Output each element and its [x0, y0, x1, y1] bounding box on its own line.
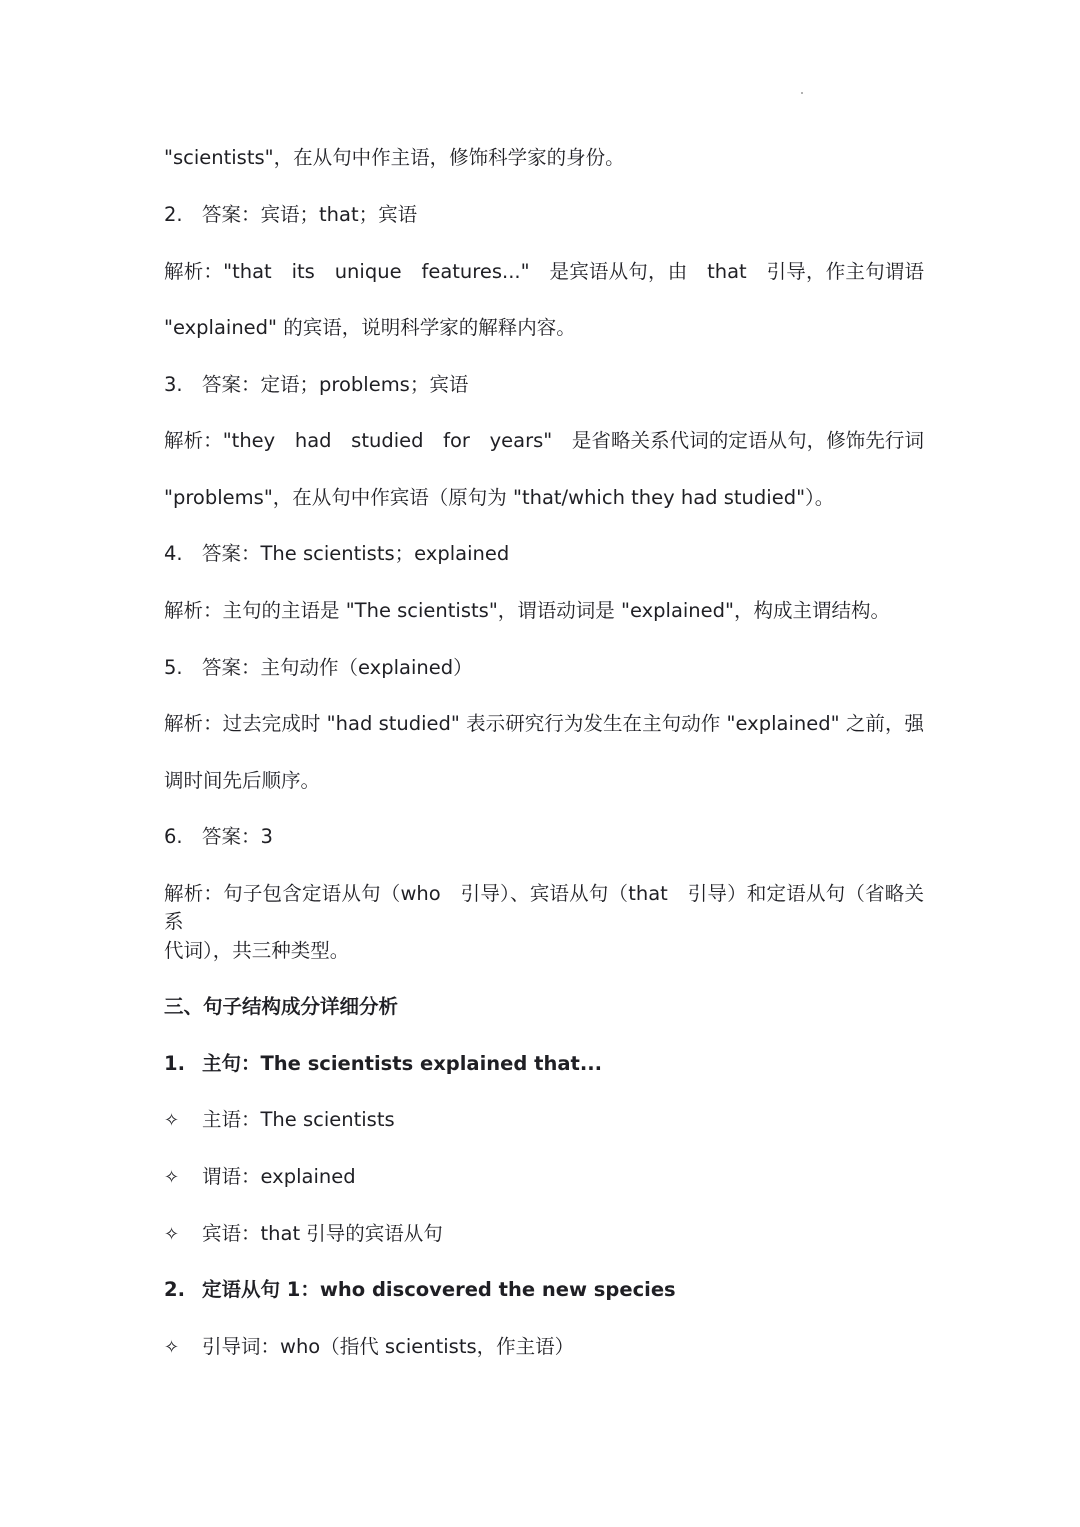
line-text: 代词），共三种类型。 — [164, 939, 350, 962]
answer-line — [164, 540, 924, 568]
analysis-line — [164, 597, 924, 625]
answer-text: 答案：3 — [202, 825, 273, 848]
heading-text: 主句：The scientists explained that... — [202, 1052, 603, 1075]
line-text: "scientists"，在从句中作主语，修饰科学家的身份。 — [164, 146, 625, 169]
paragraph-line — [164, 144, 924, 172]
line-text: 调时间先后顺序。 — [164, 769, 321, 792]
sparkle-bullet-icon: ✧ — [164, 1167, 180, 1188]
bullet-text: 谓语：explained — [202, 1165, 356, 1188]
item-number: 5. — [164, 656, 183, 679]
answer-line — [164, 654, 924, 682]
bullet-text: 主语：The scientists — [202, 1108, 395, 1131]
heading-text: 定语从句 1：who discovered the new species — [202, 1278, 676, 1301]
bullet-text: 引导词：who（指代 scientists，作主语） — [202, 1335, 575, 1358]
item-number: 4. — [164, 542, 183, 565]
analysis-line — [164, 427, 924, 455]
answer-line — [164, 371, 924, 399]
bullet-text: 宾语：that 引导的宾语从句 — [202, 1222, 443, 1245]
subsection-heading — [164, 1276, 924, 1304]
analysis-line — [164, 710, 924, 738]
line-text: "problems"，在从句中作宾语（原句为 "that/which they had studied"）。 — [164, 486, 835, 509]
sparkle-bullet-icon: ✧ — [164, 1224, 180, 1245]
analysis-line — [164, 258, 924, 286]
bullet-item — [164, 1333, 924, 1362]
item-number: 2. — [164, 1278, 185, 1301]
sparkle-bullet-icon: ✧ — [164, 1110, 180, 1131]
subsection-heading — [164, 1050, 924, 1078]
answer-line — [164, 201, 924, 229]
item-number: 3. — [164, 373, 183, 396]
bullet-item — [164, 1220, 924, 1249]
answer-text: 答案：宾语；that；宾语 — [202, 203, 418, 226]
line-text: 解析：句子包含定语从句（who 引导）、宾语从句（that 引导）和定语从句（省略关系 — [164, 882, 924, 933]
page-dot-mark — [801, 92, 803, 94]
line-text: "explained" 的宾语，说明科学家的解释内容。 — [164, 316, 576, 339]
paragraph-line — [164, 314, 924, 342]
line-text: 解析："that its unique features..." 是宾语从句，由 that 引导，作主句谓语 — [164, 260, 924, 283]
heading-text: 三、句子结构成分详细分析 — [164, 995, 399, 1018]
section-heading — [164, 993, 924, 1021]
answer-text: 答案：定语；problems；宾语 — [202, 373, 469, 396]
line-text: 解析：过去完成时 "had studied" 表示研究行为发生在主句动作 "explained" 之前，强 — [164, 712, 924, 735]
paragraph-line — [164, 767, 924, 795]
item-number: 1. — [164, 1052, 185, 1075]
analysis-line — [164, 880, 924, 933]
answer-text: 答案：主句动作（explained） — [202, 656, 473, 679]
answer-line — [164, 823, 924, 851]
answer-text: 答案：The scientists；explained — [202, 542, 510, 565]
line-text: 解析："they had studied for years" 是省略关系代词的定语从句，修饰先行词 — [164, 429, 924, 452]
bullet-item — [164, 1106, 924, 1135]
paragraph-line — [164, 484, 924, 512]
item-number: 2. — [164, 203, 183, 226]
line-text: 解析：主句的主语是 "The scientists"，谓语动词是 "explained"，构成主谓结构。 — [164, 599, 891, 622]
paragraph-line — [164, 937, 924, 965]
sparkle-bullet-icon: ✧ — [164, 1337, 180, 1358]
bullet-item — [164, 1163, 924, 1192]
item-number: 6. — [164, 825, 183, 848]
